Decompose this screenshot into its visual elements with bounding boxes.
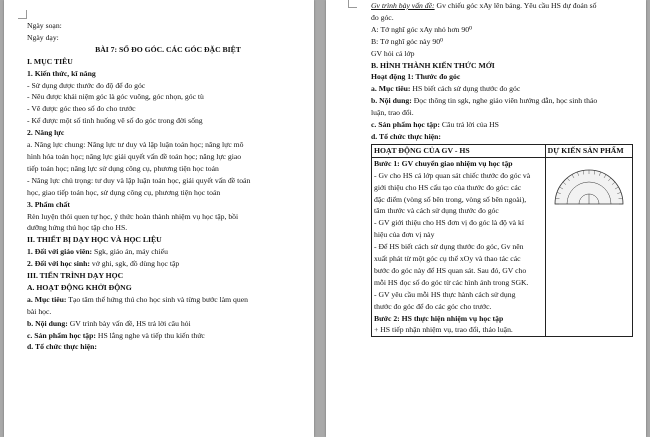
paragraph-line: Ngày soạn: (27, 21, 62, 30)
paragraph-line (371, 95, 633, 107)
line-lead: c. Sản phẩm học tập: (27, 330, 96, 340)
lesson-title: BÀI 7: SỐ ĐO GÓC. CÁC GÓC ĐẶC BIỆT (95, 44, 241, 54)
paragraph-line (371, 83, 633, 95)
section-heading: 2. Năng lực (27, 128, 65, 138)
paragraph-line: GV hỏi cả lớp (371, 48, 415, 58)
paragraph-line (27, 246, 309, 258)
paragraph-line: tâm thước và cách sử dụng thước đo góc (374, 206, 499, 216)
paragraph-line: xuất phát từ một góc cụ thể xOy và thao tác các (374, 254, 521, 264)
paragraph-line (371, 119, 633, 131)
section-heading: I. MỤC TIÊU (27, 56, 73, 66)
section-heading: 1. Kiến thức, kĩ năng (27, 68, 96, 78)
activity-table (371, 144, 633, 338)
line-rest: vở ghi, sgk, đồ dùng học tập (90, 259, 180, 269)
line-rest: Sgk, giáo án, máy chiếu (92, 247, 168, 257)
paragraph-line: thước đo góc để đo các góc cho trước. (374, 301, 492, 311)
table-cell-products (545, 157, 632, 337)
paragraph-line: - Gv cho HS cả lớp quan sát chiếc thước đo góc và (374, 170, 531, 180)
document-page-left (4, 0, 314, 437)
paragraph-line: - Vẽ được góc theo số đo cho trước (27, 104, 136, 114)
document-page-right (326, 0, 646, 437)
paragraph-line: - Nêu được khái niệm góc là góc vuông, góc nhọn, góc tù (27, 92, 204, 102)
section-heading: Hoạt động 1: Thước đo góc (371, 72, 461, 82)
paragraph-line: tiếp toán học; năng lực sử dụng công cụ, phương tiện học toán (27, 163, 219, 173)
paragraph-line (27, 258, 309, 270)
section-heading: Bước 1: GV chuyển giao nhiệm vụ học tập (374, 158, 513, 168)
left-page-text (27, 20, 309, 353)
paragraph-line: đo góc. (371, 12, 394, 22)
right-page-text (371, 0, 633, 337)
paragraph-line: a. Năng lực chung: Năng lực tư duy và lập luận toán học; năng lực mô (27, 140, 244, 150)
paragraph-line: - GV yêu cầu mỗi HS thực hành cách sử dụng (374, 289, 516, 299)
paragraph-line: dưỡng hứng thú học tập cho HS. (27, 223, 128, 233)
line-rest: Tạo tâm thế hứng thú cho học sinh và từng bước làm quen (66, 294, 248, 304)
paragraph-line: - Năng lực chủ trọng: tư duy và lập luận toán học, giải quyết vấn đề toán (27, 175, 251, 185)
paragraph-line: Rèn luyện thói quen tự học, ý thức hoàn thành nhiệm vụ học tập, bồi (27, 211, 239, 221)
paragraph-line: + HS tiếp nhận nhiệm vụ, trao đổi, thảo luận. (374, 325, 513, 335)
line-rest: Gv chiếu góc xAy lên bảng. Yêu cầu HS dự đoán số (434, 1, 597, 10)
paragraph-line: A: Tớ nghĩ góc xAy nhỏ hơn 90⁰ (371, 24, 473, 34)
line-lead: b. Nội dung: (371, 96, 412, 106)
paragraph-line: - Sử dụng được thước đo độ để đo góc (27, 80, 146, 90)
paragraph-line: đặc điểm (vòng số bên trong, vòng số bên ngoài), (374, 194, 527, 204)
table-header-teacher-student: HOẠT ĐỘNG CỦA GV - HS (372, 144, 546, 157)
paragraph-line: B: Tớ nghĩ góc này 90⁰ (371, 36, 444, 46)
line-lead: b. Nội dung: (27, 318, 68, 328)
paragraph-line: luận, trao đổi. (371, 108, 414, 118)
paragraph-line (27, 294, 309, 306)
margin-corner-mark (18, 10, 27, 19)
table-cell-activities (372, 157, 546, 337)
paragraph-line: Ngày dạy: (27, 32, 59, 42)
paragraph-line: giới thiệu cho HS cấu tạo của thước đo góc: các (374, 182, 522, 192)
paragraph-line: - Kể được một số tình huống vẽ số đo góc trong đời sống (27, 116, 203, 126)
section-heading: Bước 2: HS thực hiện nhiệm vụ học tập (374, 313, 504, 323)
line-lead: 2. Đối với học sinh: (27, 259, 90, 269)
paragraph-line: bước đo góc này để HS quan sát. Sau đó, GV cho (374, 265, 527, 275)
line-lead: a. Mục tiêu: (27, 294, 67, 304)
margin-corner-mark (348, 0, 357, 8)
table-header-expected-product: DỰ KIẾN SẢN PHẨM (545, 144, 632, 157)
paragraph-line: - Để HS biết cách sử dụng thước đo góc, Gv nên (374, 242, 524, 252)
section-heading: 3. Phẩm chất (27, 199, 70, 209)
line-lead: 1. Đối với giáo viên: (27, 247, 93, 257)
paragraph-line: bài học. (27, 306, 52, 316)
line-rest: Câu trả lời của HS (440, 120, 499, 130)
paragraph-line: - GV giới thiệu cho HS đơn vị đo góc là độ và kí (374, 218, 524, 228)
protractor-diagram (553, 166, 625, 206)
section-heading: d. Tổ chức thực hiện: (371, 131, 441, 141)
line-rest: Đọc thông tin sgk, nghe giáo viên hướng dẫn, học sinh thảo (411, 96, 598, 106)
section-heading: II. THIẾT BỊ DẠY HỌC VÀ HỌC LIỆU (27, 235, 162, 245)
paragraph-line (371, 0, 633, 12)
line-lead: c. Sản phẩm học tập: (371, 120, 440, 130)
line-lead: a. Mục tiêu: (371, 84, 411, 94)
line-rest: HS lắng nghe và tiếp thu kiến thức (96, 330, 205, 340)
line-lead: Gv trình bày vấn đề: (371, 1, 435, 10)
paragraph-line: hình hóa toán học; năng lực giải quyết vấn đề toán học; năng lực giao (27, 151, 242, 161)
paragraph-line (27, 318, 309, 330)
paragraph-line: mỗi HS đọc số đo góc từ các hình ảnh trong SGK. (374, 277, 529, 287)
section-heading: A. HOẠT ĐỘNG KHỞI ĐỘNG (27, 282, 132, 292)
section-heading: d. Tổ chức thực hiện: (27, 342, 97, 352)
section-heading: III. TIẾN TRÌNH DẠY HỌC (27, 271, 124, 281)
paragraph-line: học, giao tiếp toán học, sử dụng công cụ, phương tiện học toán (27, 187, 221, 197)
paragraph-line (27, 330, 309, 342)
section-heading: B. HÌNH THÀNH KIẾN THỨC MỚI (371, 60, 495, 70)
line-rest: HS biết cách sử dụng thước đo góc (410, 84, 521, 94)
paragraph-line: hiệu của đơn vị này (374, 230, 435, 240)
line-rest: GV trình bày vấn đề, HS trả lời câu hỏi (67, 318, 191, 328)
